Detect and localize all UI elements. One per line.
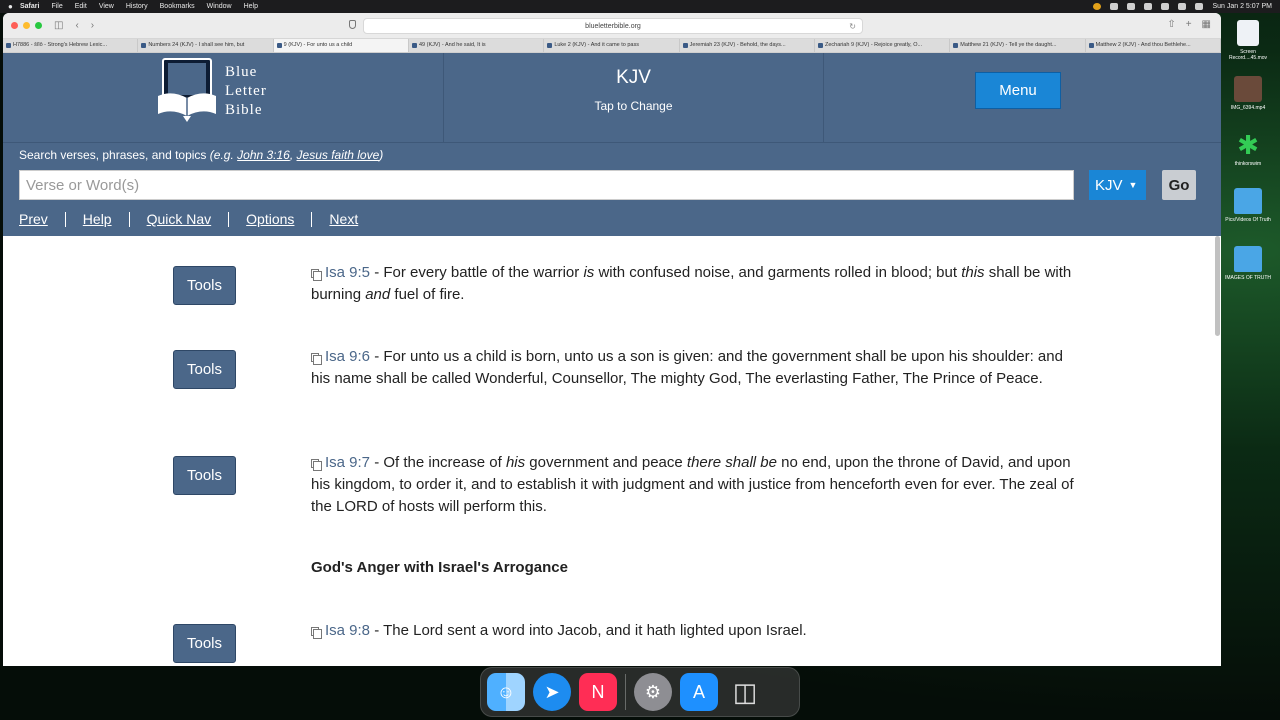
logo-line-3: Bible	[225, 102, 263, 118]
copy-icon[interactable]	[311, 459, 319, 468]
search-area	[3, 143, 1221, 236]
nav-divider	[311, 212, 312, 227]
verse-isa-9-5: Isa 9:5 - For every battle of the warrior is with confused noise, and garments rolled in blood; but this shall be with burning and fuel of fire.	[311, 264, 1072, 303]
tab-jeremiah-23[interactable]: Jeremiah 23 (KJV) - Behold, the days...	[680, 39, 815, 52]
site-header	[3, 53, 1221, 143]
example-link-jesus-faith-love[interactable]: Jesus faith love	[296, 148, 380, 162]
favicon-icon	[412, 43, 417, 48]
bluetooth-icon[interactable]	[1144, 3, 1152, 10]
trash-icon[interactable]: ◫	[732, 676, 758, 707]
next-link[interactable]: Next	[329, 211, 359, 227]
menu-file[interactable]: File	[51, 3, 63, 10]
menu-edit[interactable]: Edit	[74, 3, 87, 10]
menu-view[interactable]: View	[98, 3, 114, 10]
section-heading: God's Anger with Israel's Arrogance	[311, 559, 568, 576]
macos-dock	[480, 667, 800, 717]
share-icon[interactable]: ⇧	[1167, 19, 1176, 30]
menu-help[interactable]: Help	[243, 3, 258, 10]
copy-icon[interactable]	[311, 353, 319, 362]
favicon-icon	[953, 43, 958, 48]
favicon-icon	[683, 43, 688, 48]
tab-overview-icon[interactable]: ▦	[1201, 19, 1211, 30]
news-icon[interactable]: N	[579, 673, 617, 711]
control-center-icon[interactable]	[1195, 3, 1203, 10]
address-url: blueletterbible.org	[585, 22, 641, 30]
favicon-icon	[547, 43, 552, 48]
verse-isa-9-6: Isa 9:6 - For unto us a child is born, unto us a son is given: and the government shall be upon his shoulder: and his name shall be called Wonderful, Counsellor, The mighty God, The everlasting Father, The Prince of Peace.	[311, 348, 1063, 387]
tools-button[interactable]: Tools	[173, 456, 236, 495]
version-select[interactable]: KJV ▼	[1089, 170, 1146, 200]
verse-isa-9-8: Isa 9:8 - The Lord sent a word into Jacob, and it hath lighted upon Israel.	[311, 620, 1081, 642]
nav-divider	[129, 212, 130, 227]
new-tab-icon[interactable]: +	[1185, 19, 1192, 30]
search-hint: Search verses, phrases, and topics (e.g. John 3:16, Jesus faith love)	[19, 148, 384, 162]
back-button-icon[interactable]: ‹	[75, 20, 79, 31]
example-link-john-3-16[interactable]: John 3:16	[237, 148, 290, 162]
search-placeholder: Verse or Word(s)	[26, 176, 140, 194]
nav-divider	[65, 212, 66, 227]
prev-link[interactable]: Prev	[19, 211, 48, 227]
finder-icon[interactable]: ☺	[487, 673, 525, 711]
fullscreen-window-button[interactable]	[35, 22, 42, 29]
caret-down-icon: ▼	[1128, 180, 1138, 190]
tab-isaiah-9[interactable]: 9 (KJV) - For unto us a child	[274, 39, 409, 52]
tab-luke-2[interactable]: Luke 2 (KJV) - And it came to pass	[544, 39, 679, 52]
tools-button[interactable]: Tools	[173, 624, 236, 663]
menu-window[interactable]: Window	[206, 3, 232, 10]
bible-logo-icon	[156, 58, 218, 122]
favicon-icon	[818, 43, 823, 48]
tab-matthew-2[interactable]: Matthew 2 (KJV) - And thou Bethlehe...	[1086, 39, 1221, 52]
tab-strongs[interactable]: H7886 - šîlô - Strong's Hebrew Lexic...	[3, 39, 138, 52]
tools-button[interactable]: Tools	[173, 266, 236, 305]
desktop-file-img-6394[interactable]: IMG_6394.mp4	[1224, 76, 1272, 111]
safari-window	[3, 13, 1221, 666]
app-store-icon[interactable]: A	[680, 673, 718, 711]
app-shortcut-icon: ✱	[1237, 130, 1259, 160]
page-scrollbar[interactable]	[1214, 236, 1221, 666]
help-link[interactable]: Help	[82, 211, 112, 227]
system-preferences-icon[interactable]: ⚙	[634, 673, 672, 711]
favicon-icon	[141, 43, 146, 48]
dropbox-icon[interactable]	[1110, 3, 1118, 10]
verse-ref[interactable]: Isa 9:7	[325, 454, 371, 471]
site-logo[interactable]	[3, 53, 444, 142]
minimize-window-button[interactable]	[23, 22, 30, 29]
wifi-icon[interactable]	[1161, 3, 1169, 10]
verse-list	[3, 236, 1221, 666]
favicon-icon	[1089, 43, 1094, 48]
desktop-app-thinkorswim[interactable]: ✱ thinkorswim	[1234, 130, 1262, 167]
video-file-icon	[1237, 20, 1259, 46]
copy-icon[interactable]	[311, 269, 319, 278]
safari-icon[interactable]: ➤	[533, 673, 571, 711]
status-app-icon[interactable]	[1093, 3, 1101, 10]
menu-button[interactable]: Menu	[975, 72, 1061, 109]
menu-history[interactable]: History	[125, 3, 148, 10]
sidebar-toggle-icon[interactable]: ◫	[54, 20, 64, 31]
spotlight-search-icon[interactable]	[1178, 3, 1186, 10]
folder-icon	[1234, 188, 1262, 214]
search-input[interactable]	[19, 170, 1074, 200]
privacy-shield-icon[interactable]	[349, 20, 356, 29]
tab-matthew-21[interactable]: Matthew 21 (KJV) - Tell ye the daught...	[950, 39, 1085, 52]
address-bar[interactable]	[363, 18, 863, 34]
logo-wordmark	[225, 63, 267, 120]
current-version: KJV	[616, 67, 651, 88]
options-link[interactable]: Options	[246, 211, 295, 227]
folder-icon	[1234, 246, 1262, 272]
forward-button-icon[interactable]: ›	[90, 20, 95, 31]
version-switcher[interactable]	[444, 53, 824, 142]
tab-zechariah-9[interactable]: Zechariah 9 (KJV) - Rejoice greatly, O...	[815, 39, 950, 52]
verse-isa-9-7: Isa 9:7 - Of the increase of his government and peace there shall be no end, upon the throne of David, and upon his kingdom, to order it, and to establish it with judgment and with justice from henceforth even for ever. The zeal of the LORD of hosts will perform this.	[311, 454, 1074, 515]
logo-line-2: Letter	[225, 83, 267, 99]
macos-menu-bar	[0, 0, 1280, 13]
menu-cell	[824, 53, 1221, 142]
copy-icon[interactable]	[311, 627, 319, 636]
desktop-folder-pics-videos[interactable]: Pics/Videos Of Truth	[1224, 188, 1272, 223]
favicon-icon	[6, 43, 11, 48]
dock-divider	[625, 674, 626, 710]
favicon-icon	[277, 43, 282, 48]
browser-toolbar	[3, 13, 1221, 39]
tab-bar	[3, 39, 1221, 53]
verse-ref[interactable]: Isa 9:5	[325, 264, 371, 281]
reload-icon[interactable]: ↻	[849, 21, 856, 31]
desktop-folder-images-of-truth[interactable]: IMAGES OF TRUTH	[1224, 246, 1272, 281]
tools-button[interactable]: Tools	[173, 350, 236, 389]
quick-nav-link[interactable]: Quick Nav	[146, 211, 212, 227]
scrollbar-thumb[interactable]	[1215, 236, 1220, 336]
verse-ref[interactable]: Isa 9:6	[325, 348, 371, 365]
tab-49[interactable]: 49 (KJV) - And he said, It is	[409, 39, 544, 52]
close-window-button[interactable]	[11, 22, 18, 29]
menu-safari[interactable]: Safari	[20, 3, 40, 10]
video-thumbnail-icon	[1234, 76, 1262, 102]
control-icon[interactable]	[1127, 3, 1135, 10]
menu-bookmarks[interactable]: Bookmarks	[159, 3, 195, 10]
chapter-nav	[19, 211, 358, 227]
go-button[interactable]: Go	[1162, 170, 1196, 200]
logo-line-1: Blue	[225, 64, 258, 80]
tap-to-change-label: Tap to Change	[594, 99, 673, 113]
nav-divider	[228, 212, 229, 227]
verse-ref[interactable]: Isa 9:8	[325, 622, 371, 639]
desktop-file-screen-record[interactable]: Screen Record....45.mov	[1224, 20, 1272, 61]
apple-menu-icon[interactable]: ●	[8, 2, 13, 11]
tab-numbers-24[interactable]: Numbers 24 (KJV) - I shall see him, but	[138, 39, 273, 52]
menubar-clock[interactable]: Sun Jan 2 5:07 PM	[1212, 3, 1272, 10]
